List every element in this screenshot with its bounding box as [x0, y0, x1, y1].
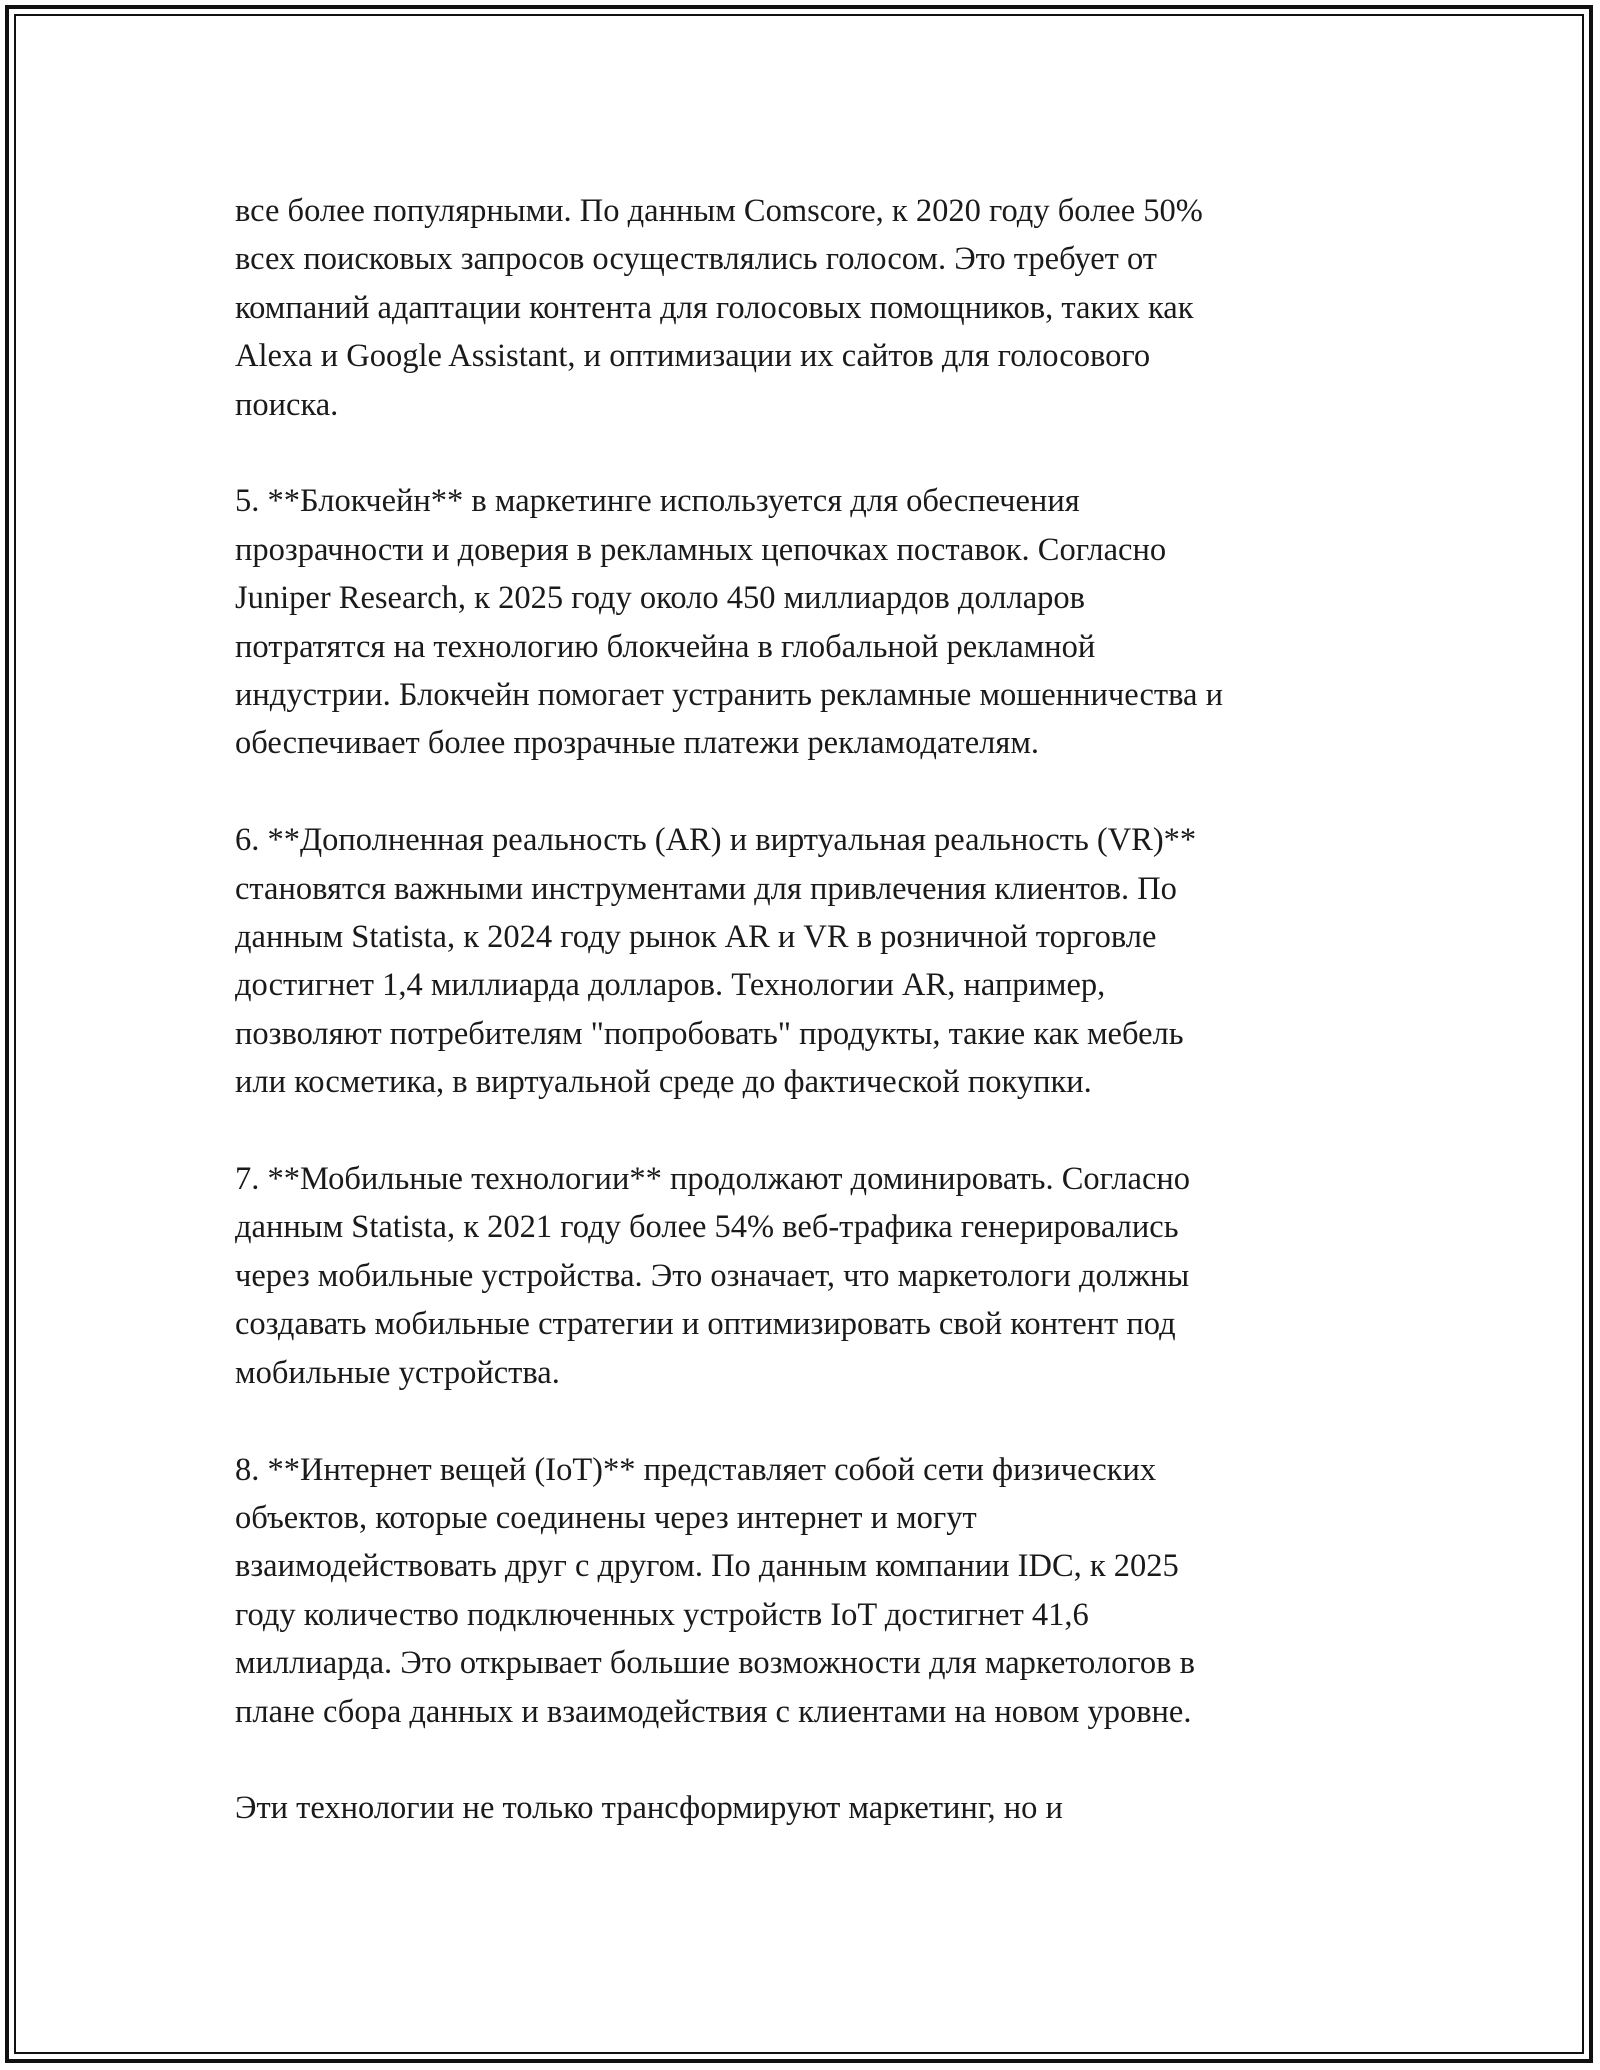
text-line: индустрии. Блокчейн помогает устранить рекламные мошенничества и	[235, 677, 1223, 714]
text-line: данным Statista, к 2021 году более 54% веб-трафика генерировались	[235, 1209, 1179, 1246]
text-line: позволяют потребителям "попробовать" продукты, такие как мебель	[235, 1015, 1184, 1052]
text-line: прозрачности и доверия в рекламных цепочках поставок. Согласно	[235, 531, 1167, 568]
text-line: Эти технологии не только трансформируют маркетинг, но и	[235, 1790, 1063, 1827]
text-line: становятся важными инструментами для привлечения клиентов. По	[235, 870, 1177, 907]
text-line: 7. **Мобильные технологии** продолжают доминировать. Согласно	[235, 1161, 1191, 1198]
paragraph-voice-search	[235, 187, 1415, 429]
text-line: плане сбора данных и взаимодействия с клиентами на новом уровне.	[235, 1693, 1192, 1730]
paragraph-item-7-mobile	[235, 1155, 1415, 1397]
paragraph-item-6-ar-vr	[235, 816, 1415, 1106]
text-line: или косметика, в виртуальной среде до фактической покупки.	[235, 1064, 1092, 1101]
text-line: мобильные устройства.	[235, 1354, 560, 1391]
text-line: поиска.	[235, 386, 339, 423]
text-line: взаимодействовать друг с другом. По данным компании IDC, к 2025	[235, 1548, 1179, 1585]
text-line: создавать мобильные стратегии и оптимизировать свой контент под	[235, 1306, 1176, 1343]
text-line: 5. **Блокчейн** в маркетинге используется для обеспечения	[235, 483, 1080, 520]
text-line: всех поисковых запросов осуществлялись голосом. Это требует от	[235, 241, 1157, 278]
text-line: достигнет 1,4 миллиарда долларов. Технологии AR, например,	[235, 967, 1106, 1004]
text-line: 6. **Дополненная реальность (AR) и виртуальная реальность (VR)**	[235, 822, 1197, 859]
text-line: 8. **Интернет вещей (IoT)** представляет собой сети физических	[235, 1451, 1157, 1488]
text-line: Alexa и Google Assistant, и оптимизации их сайтов для голосового	[235, 338, 1151, 375]
text-line: Juniper Research, к 2025 году около 450 миллиардов долларов	[235, 580, 1085, 617]
paragraph-item-5-blockchain	[235, 477, 1415, 767]
text-line: через мобильные устройства. Это означает, что маркетологи должны	[235, 1257, 1190, 1294]
text-line: объектов, которые соединены через интернет и могут	[235, 1499, 977, 1536]
text-line: все более популярными. По данным Comscore, к 2020 году более 50%	[235, 193, 1203, 229]
text-line: компаний адаптации контента для голосовых помощников, таких как	[235, 289, 1194, 326]
paragraph-item-8-iot	[235, 1446, 1415, 1736]
paragraph-conclusion	[235, 1784, 1415, 1832]
text-line: году количество подключенных устройств IoT достигнет 41,6	[235, 1596, 1089, 1633]
text-line: миллиарда. Это открывает большие возможности для маркетологов в	[235, 1645, 1195, 1682]
text-line: обеспечивает более прозрачные платежи рекламодателям.	[235, 725, 1040, 762]
text-line: потратятся на технологию блокчейна в глобальной рекламной	[235, 628, 1096, 665]
text-line: данным Statista, к 2024 году рынок AR и VR в розничной торговле	[235, 919, 1157, 956]
document-body	[235, 187, 1415, 1881]
